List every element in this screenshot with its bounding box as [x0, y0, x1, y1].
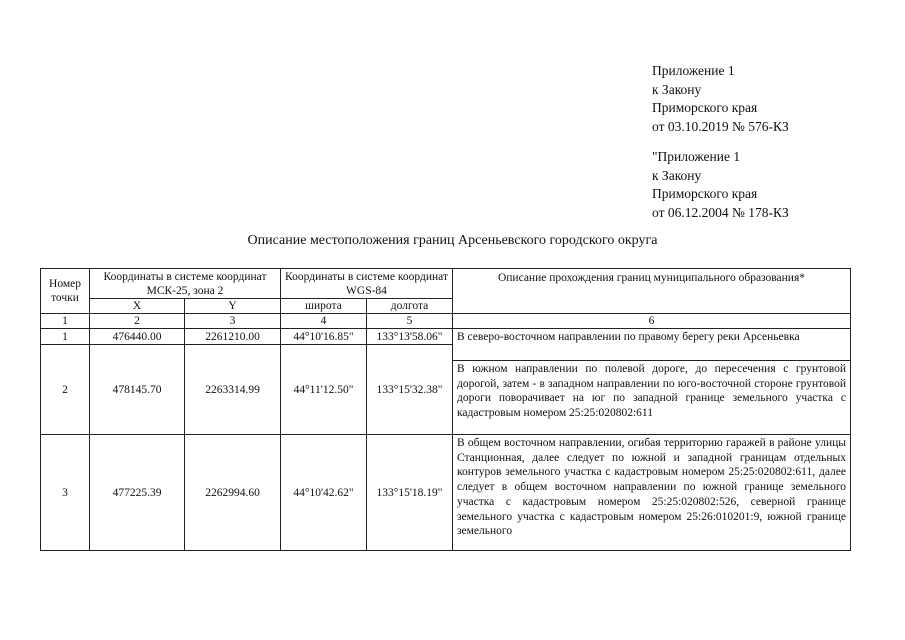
quoted-annex-line: "Приложение 1 [652, 149, 741, 164]
quoted-annex-reference [652, 148, 789, 222]
header-latitude: широта [281, 299, 367, 314]
coordinate-y: 2262994.60 [185, 435, 281, 551]
document-title: Описание местоположения границ Арсеньевского городского округа [247, 233, 658, 248]
column-number: 3 [185, 314, 281, 329]
boundary-table [40, 268, 851, 551]
column-number-row [41, 314, 851, 329]
coordinate-x: 478145.70 [90, 345, 185, 435]
annex-line: к Закону [652, 81, 702, 97]
table-row [41, 329, 851, 345]
header-point-number: Номер точки [41, 269, 90, 314]
quoted-annex-line: к Закону [652, 167, 702, 183]
latitude: 44°11'12.50" [281, 345, 367, 435]
coordinate-y: 2263314.99 [185, 345, 281, 435]
table-row [41, 435, 851, 479]
point-number: 3 [41, 435, 90, 551]
point-number: 2 [41, 345, 90, 435]
coordinate-x: 476440.00 [90, 329, 185, 345]
quoted-annex-line: Приморского края [652, 186, 758, 201]
column-number: 5 [367, 314, 453, 329]
annex-line: от 03.10.2019 № 576-КЗ [652, 118, 789, 134]
longitude: 133°13'58.06" [367, 329, 453, 345]
coordinate-y: 2261210.00 [185, 329, 281, 345]
boundary-description: В общем восточном направлении, огибая территорию гаражей в районе улицы Станционная, далее следует по южной и западной границам отдельных контуров земельного участка с кадастровым номером 25:25:020802:611, далее следует в общем восточном направлении по южной границе земельного участка с кадастровым номером 25:25:020802:526, северной границе земельного участка с кадастровым номером 25:26:010201:9, южной границе земельного [453, 435, 851, 551]
boundary-description: В северо-восточном направлении по правому берегу реки Арсеньевка [453, 329, 851, 361]
header-x: X [90, 299, 185, 314]
column-number: 1 [41, 314, 90, 329]
header-y: Y [185, 299, 281, 314]
coordinate-x: 477225.39 [90, 435, 185, 551]
header-description: Описание прохождения границ муниципального образования* [453, 269, 851, 314]
point-number: 1 [41, 329, 90, 345]
boundary-description: В южном направлении по полевой дороге, до пересечения с грунтовой дорогой, затем - в западном направлении по юго-восточной стороне грунтовой дороги поворачивает на юг по западной границе земельного участка с кадастровым номером 25:25:020802:611 [453, 361, 851, 435]
column-number: 4 [281, 314, 367, 329]
column-number: 6 [453, 314, 851, 329]
longitude: 133°15'18.19" [367, 435, 453, 551]
header-wgs-coordinates: Координаты в системе координат WGS-84 [281, 269, 453, 299]
annex-reference [652, 62, 789, 136]
annex-line: Приложение 1 [652, 63, 735, 78]
latitude: 44°10'42.62" [281, 435, 367, 551]
header-msk-coordinates: Координаты в системе координат МСК-25, зона 2 [90, 269, 281, 299]
column-number: 2 [90, 314, 185, 329]
annex-line: Приморского края [652, 100, 758, 115]
header-longitude: долгота [367, 299, 453, 314]
quoted-annex-line: от 06.12.2004 № 178-КЗ [652, 204, 789, 220]
table-header-row [41, 269, 851, 299]
longitude: 133°15'32.38" [367, 345, 453, 435]
latitude: 44°10'16.85" [281, 329, 367, 345]
